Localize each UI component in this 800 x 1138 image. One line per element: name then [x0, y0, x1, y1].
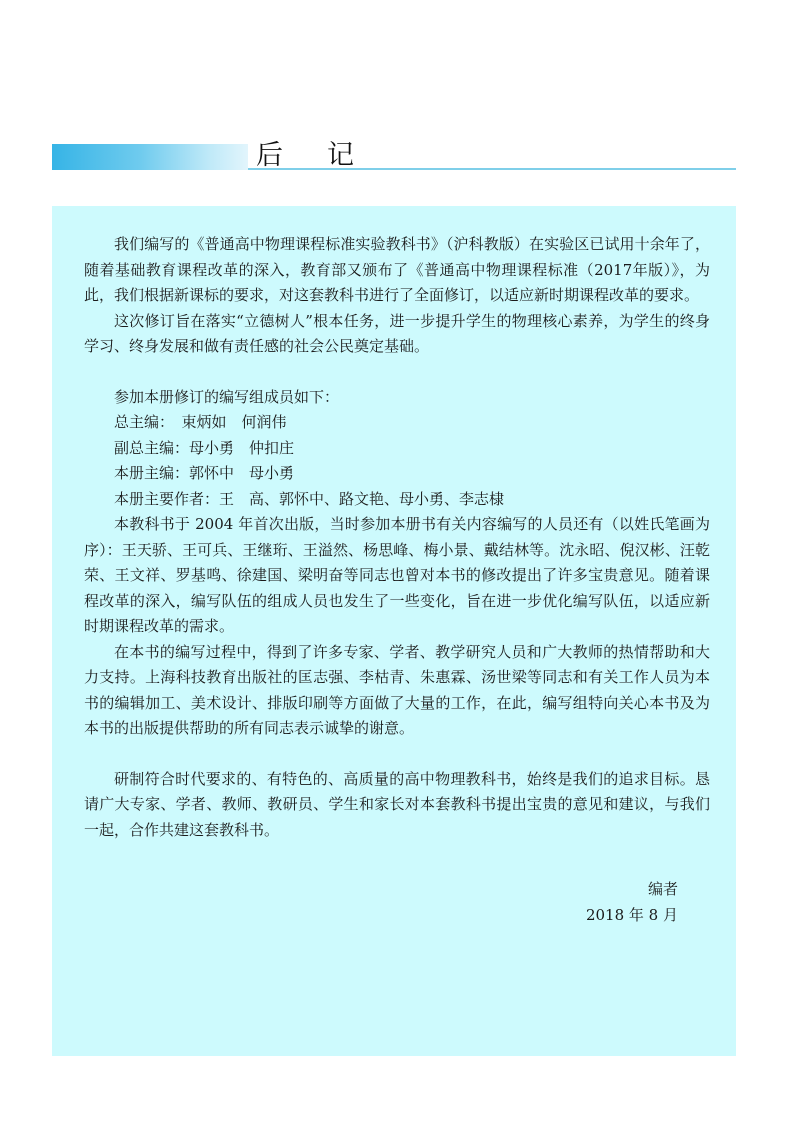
paragraph-members-intro: 参加本册修订的编写组成员如下：: [114, 387, 340, 406]
afterword-body: [84, 232, 710, 843]
paragraph-revision-goal: 这次修订旨在落实“立德树人”根本任务，进一步提升学生的物理核心素养，为学生的终身学习、终身发展和做有责任感的社会公民奠定基础。: [84, 311, 710, 355]
signature-author: 编者: [647, 880, 678, 898]
paragraph-revision-background: 我们编写的《普通高中物理课程标准实验教科书》（沪科教版）在实验区已试用十余年了，随着基础教育课程改革的深入，教育部又颁布了《普通高中物理课程标准（2017年版）》，为此，我们根据新课标的要求，对这套教科书进行了全面修订，以适应新时期课程改革的要求。: [84, 235, 710, 304]
line-volume-editor: 本册主编：郭怀中 母小勇: [114, 464, 295, 482]
paragraph-acknowledgements: 在本书的编写过程中，得到了许多专家、学者、教学研究人员和广大教师的热情帮助和大力支持。上海科技教育出版社的匡志强、李枯青、朱惠霖、汤世梁等同志和有关工作人员为本书的编辑加工、美术设计、排版印刷等方面做了大量的工作，在此，编写组特向关心本书及为本书的出版提供帮助的所有同志表示诚挚的谢意。: [84, 642, 710, 737]
title-accent-bar: [52, 144, 248, 170]
line-main-authors: 本册主要作者：王 高、郭怀中、路文艳、母小勇、李志棣: [114, 489, 505, 508]
line-chief-editor: 总主编： 束炳如 何润伟: [114, 413, 287, 431]
paragraph-closing: 研制符合时代要求的、有特色的、高质量的高中物理教科书，始终是我们的追求目标。恳请广大专家、学者、教师、教研员、学生和家长对本套教科书提出宝贵的意见和建议，与我们一起，合作共建这套教科书。: [84, 769, 710, 839]
page-title: 后记: [256, 140, 398, 171]
paragraph-first-edition: 本教科书于 2004 年首次出版，当时参加本册书有关内容编写的人员还有（以姓氏笔画为序）：王天骄、王可兵、王继珩、王溢然、杨思峰、梅小景、戴结林等。沈永昭、倪汉彬、汪乾荣、王文祥、罗基鸣、徐建国、梁明奋等同志也曾对本书的修改提出了许多宝贵意见。随着课程改革的深入，编写队伍的组成人员也发生了一些变化，旨在进一步优化编写队伍，以适应新时期课程改革的需求。: [84, 515, 710, 635]
line-deputy-chief-editor: 副总主编：母小勇 仲扣庄: [114, 438, 295, 457]
signature-block: [560, 876, 678, 928]
signature-date: 2018 年 8 月: [585, 906, 678, 924]
